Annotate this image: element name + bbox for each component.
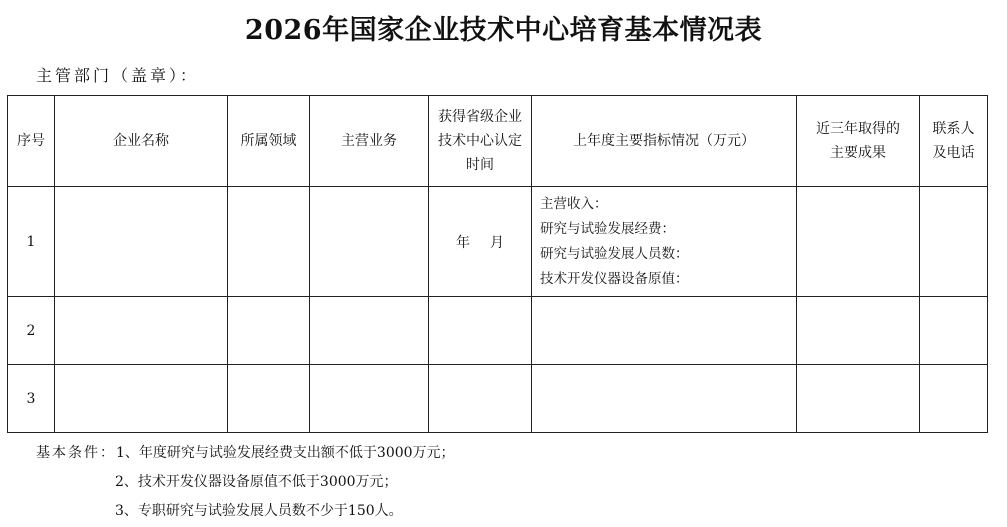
department-label: 主管部门（盖章）： [36,66,200,85]
header-cert-time-line2: 技术中心认定 [438,133,522,149]
header-seq: 序号 [8,96,55,187]
company-cell[interactable] [55,187,228,297]
condition-item: 1、年度研究与试验发展经费支出额不低于3000万元； [116,445,455,461]
indicator-rd-staff: 研究与试验发展人员数： [540,245,689,262]
header-achievements-line2: 主要成果 [830,145,886,161]
business-cell[interactable] [310,297,429,365]
contact-cell[interactable] [920,365,988,433]
row-seq: 3 [8,365,55,433]
row-seq: 1 [8,187,55,297]
page-title: 2026年国家企业技术中心培育基本情况表 [244,15,763,46]
contact-cell[interactable] [920,297,988,365]
header-achievements-line1: 近三年取得的 [816,121,900,137]
header-row [8,96,988,187]
field-cell[interactable] [228,187,310,297]
indicators-cell[interactable] [532,365,797,433]
header-cert-time-line1: 获得省级企业 [438,109,522,125]
header-field: 所属领域 [228,96,310,187]
indicators-cell[interactable] [532,187,797,297]
table-row [8,365,988,433]
header-contact-line2: 及电话 [932,145,975,161]
header-achievements [797,96,920,187]
cert-time-cell[interactable] [429,297,532,365]
achievements-cell[interactable] [797,187,920,297]
indicator-rd-expense: 研究与试验发展经费： [540,220,675,237]
row-seq: 2 [8,297,55,365]
table-row [8,187,988,297]
cert-time-cell[interactable] [429,365,532,433]
header-cert-time-line3: 时间 [466,157,494,173]
indicators-cell[interactable] [532,297,797,365]
header-contact-line1: 联系人 [932,121,975,137]
header-business: 主营业务 [310,96,429,187]
company-cell[interactable] [55,365,228,433]
achievements-cell[interactable] [797,297,920,365]
header-company: 企业名称 [55,96,228,187]
condition-item: 3、专职研究与试验发展人员数不少于150人。 [115,503,403,519]
date-month: 月 [490,234,504,251]
header-cert-time [429,96,532,187]
contact-cell[interactable] [920,187,988,297]
cert-time-cell[interactable] [429,187,532,297]
header-indicators: 上年度主要指标情况（万元） [532,96,797,187]
business-cell[interactable] [310,365,429,433]
header-contact [920,96,988,187]
achievements-cell[interactable] [797,365,920,433]
indicator-equipment-value: 技术开发仪器设备原值： [540,270,689,287]
date-year: 年 [456,234,470,251]
condition-item: 2、技术开发仪器设备原值不低于3000万元； [115,474,398,490]
basic-conditions [36,439,455,526]
table-row [8,297,988,365]
field-cell[interactable] [228,365,310,433]
indicator-revenue: 主营收入： [540,195,608,212]
field-cell[interactable] [228,297,310,365]
company-cell[interactable] [55,297,228,365]
business-cell[interactable] [310,187,429,297]
info-table [7,95,988,433]
conditions-label: 基本条件： [36,445,116,461]
